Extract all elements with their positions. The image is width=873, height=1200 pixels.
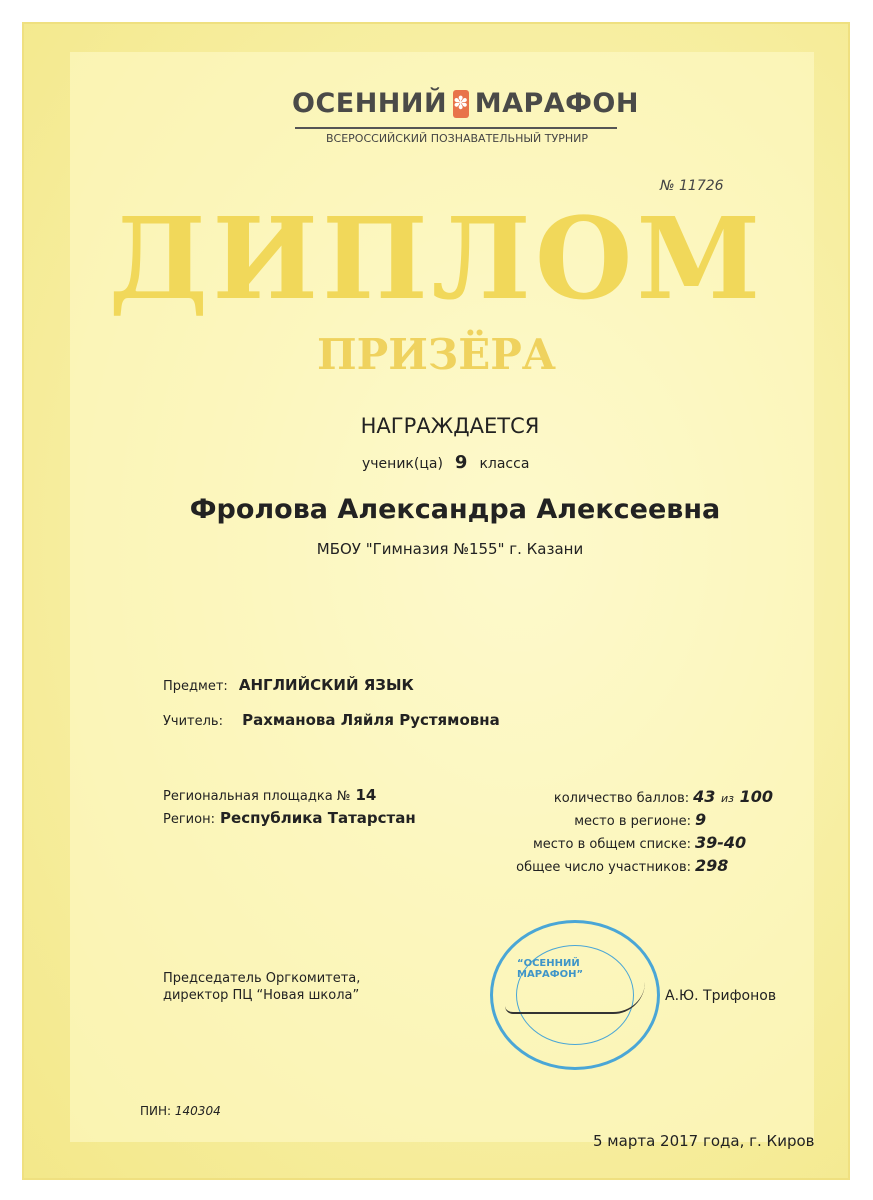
school-name: МБОУ "Гимназия №155" г. Казани [316,540,584,558]
pin-label: ПИН: [140,1104,172,1118]
chairman-line2: директор ПЦ “Новая школа” [163,988,360,1003]
logo-text-left: ОСЕННИЙ [292,88,448,119]
maple-leaf-icon: ✽ [453,90,469,118]
region-line [163,808,416,827]
venue-value: 14 [355,786,377,804]
chairman-line1: Председатель Оргкомитета, [163,971,361,986]
logo-divider [295,127,617,129]
result-region-place [574,810,773,829]
result-value: 298 [695,856,729,875]
grade-prefix: ученик(ца) [362,456,443,472]
chairman-title [163,970,360,1004]
result-label: общее число участников: [516,860,691,875]
result-label: количество баллов: [553,791,690,806]
grade-line [362,452,529,473]
subject-label: Предмет: [163,679,228,694]
result-label: место в регионе: [574,814,691,829]
logo-subtitle: ВСЕРОССИЙСКИЙ ПОЗНАВАТЕЛЬНЫЙ ТУРНИР [326,132,588,145]
teacher-value: Рахманова Ляйля Рустямовна [242,711,500,729]
chairman-name: А.Ю. Трифонов [665,988,777,1004]
region-value: Республика Татарстан [220,809,416,827]
result-value: 39-40 [695,833,747,852]
date-place: 5 марта 2017 года, г. Киров [593,1132,815,1150]
diploma-number: № 11726 [660,178,724,194]
teacher-label: Учитель: [163,714,223,729]
teacher-line [163,710,500,729]
result-label: место в общем списке: [532,837,691,852]
pin-value: 140304 [174,1104,221,1118]
grade-value: 9 [454,452,468,473]
logo [292,88,639,119]
result-participants [516,856,773,875]
grade-suffix: класса [479,456,530,472]
subject-line [163,675,414,694]
venue-label: Региональная площадка № [163,789,351,804]
result-score [554,787,773,806]
region-label: Регион: [163,812,215,827]
diploma-title: ДИПЛОМ [108,194,765,325]
result-value: 43 из 100 [693,787,773,806]
award-heading: НАГРАЖДАЕТСЯ [360,414,540,438]
logo-text-right: МАРАФОН [474,88,639,119]
signature [505,982,645,1014]
diploma-subtitle: ПРИЗЁРА [316,330,557,379]
pin-line [140,1104,221,1118]
student-name: Фролова Александра Алексеевна [189,494,721,525]
venue-line [163,785,376,804]
result-value: 9 [695,810,707,829]
result-overall-place [533,833,773,852]
subject-value: АНГЛИЙСКИЙ ЯЗЫК [238,676,414,694]
stamp-text: “ОСЕННИЙ МАРАФОН” [517,958,584,980]
